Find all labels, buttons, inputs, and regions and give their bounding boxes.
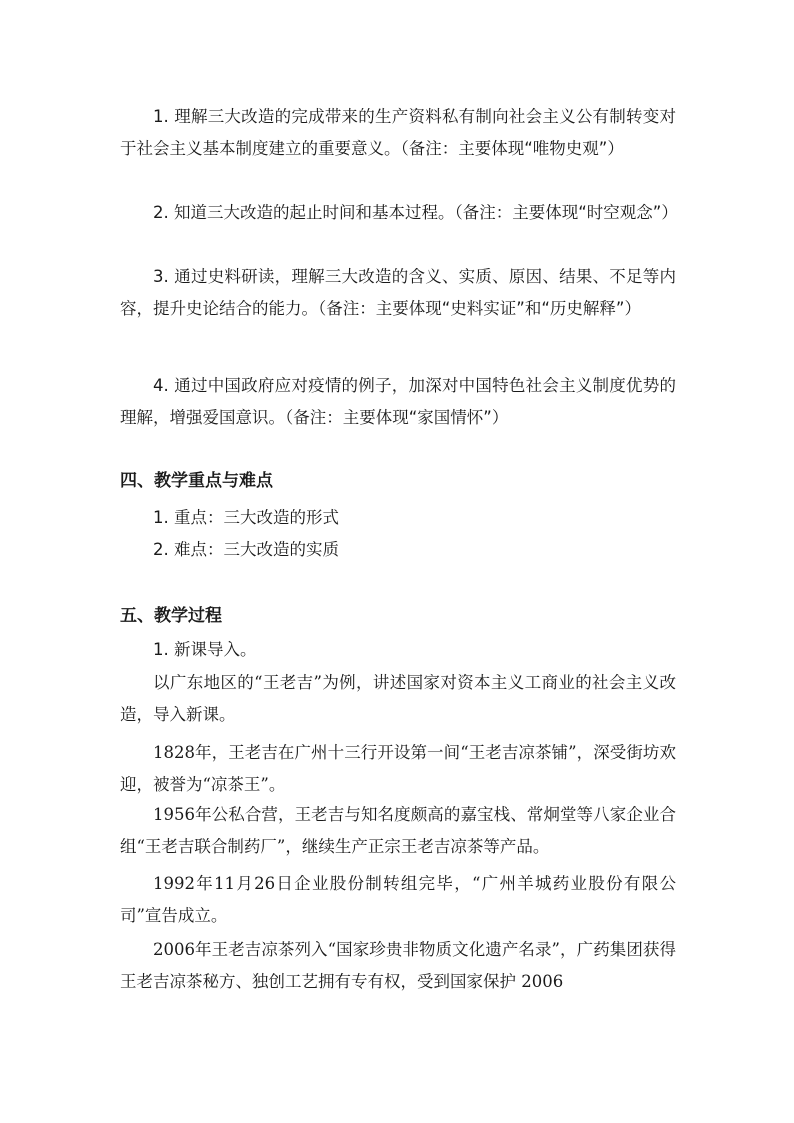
key-point-item: 1. 重点：三大改造的形式 xyxy=(153,508,339,527)
objective-2: 2. 知道三大改造的起止时间和基本过程。（备注：主要体现“时空观念”） xyxy=(153,203,678,222)
history-1956-paragraph: 1956年公私合营，王老吉与知名度颇高的嘉宝栈、常炯堂等八家企业合组“王老吉联合制药厂”，继续生产正宗王老吉凉茶等产品。 xyxy=(120,805,676,856)
difficult-point-item: 2. 难点：三大改造的实质 xyxy=(153,540,339,559)
intro-paragraph: 以广东地区的“王老吉”为例，讲述国家对资本主义工商业的社会主义改造，导入新课。 xyxy=(120,673,676,724)
history-2006-paragraph: 2006年王老吉凉茶列入“国家珍贵非物质文化遗产名录”，广药集团获得王老吉凉茶秘方、独创工艺拥有专有权，受到国家保护 2006 xyxy=(120,940,676,991)
history-1992-paragraph: 1992年11月26日企业股份制转组完毕，“广州羊城药业股份有限公司”宣告成立。 xyxy=(120,874,676,925)
section-5-title: 五、教学过程 xyxy=(120,606,222,626)
objective-3: 3. 通过史料研读，理解三大改造的含义、实质、原因、结果、不足等内容，提升史论结合的能力。（备注：主要体现“史料实证”和“历史解释”） xyxy=(120,267,676,318)
step-1-title: 1. 新课导入。 xyxy=(153,640,257,659)
history-1828-paragraph: 1828年，王老吉在广州十三行开设第一间“王老吉凉茶铺”，深受街坊欢迎，被誉为“凉茶王”。 xyxy=(120,743,676,794)
objective-4: 4. 通过中国政府应对疫情的例子，加深对中国特色社会主义制度优势的理解，增强爱国意识。（备注：主要体现“家国情怀”） xyxy=(120,376,676,427)
objective-1: 1. 理解三大改造的完成带来的生产资料私有制向社会主义公有制转变对于社会主义基本制度建立的重要意义。（备注：主要体现“唯物史观”） xyxy=(120,107,676,158)
section-4-title: 四、教学重点与难点 xyxy=(120,471,273,491)
